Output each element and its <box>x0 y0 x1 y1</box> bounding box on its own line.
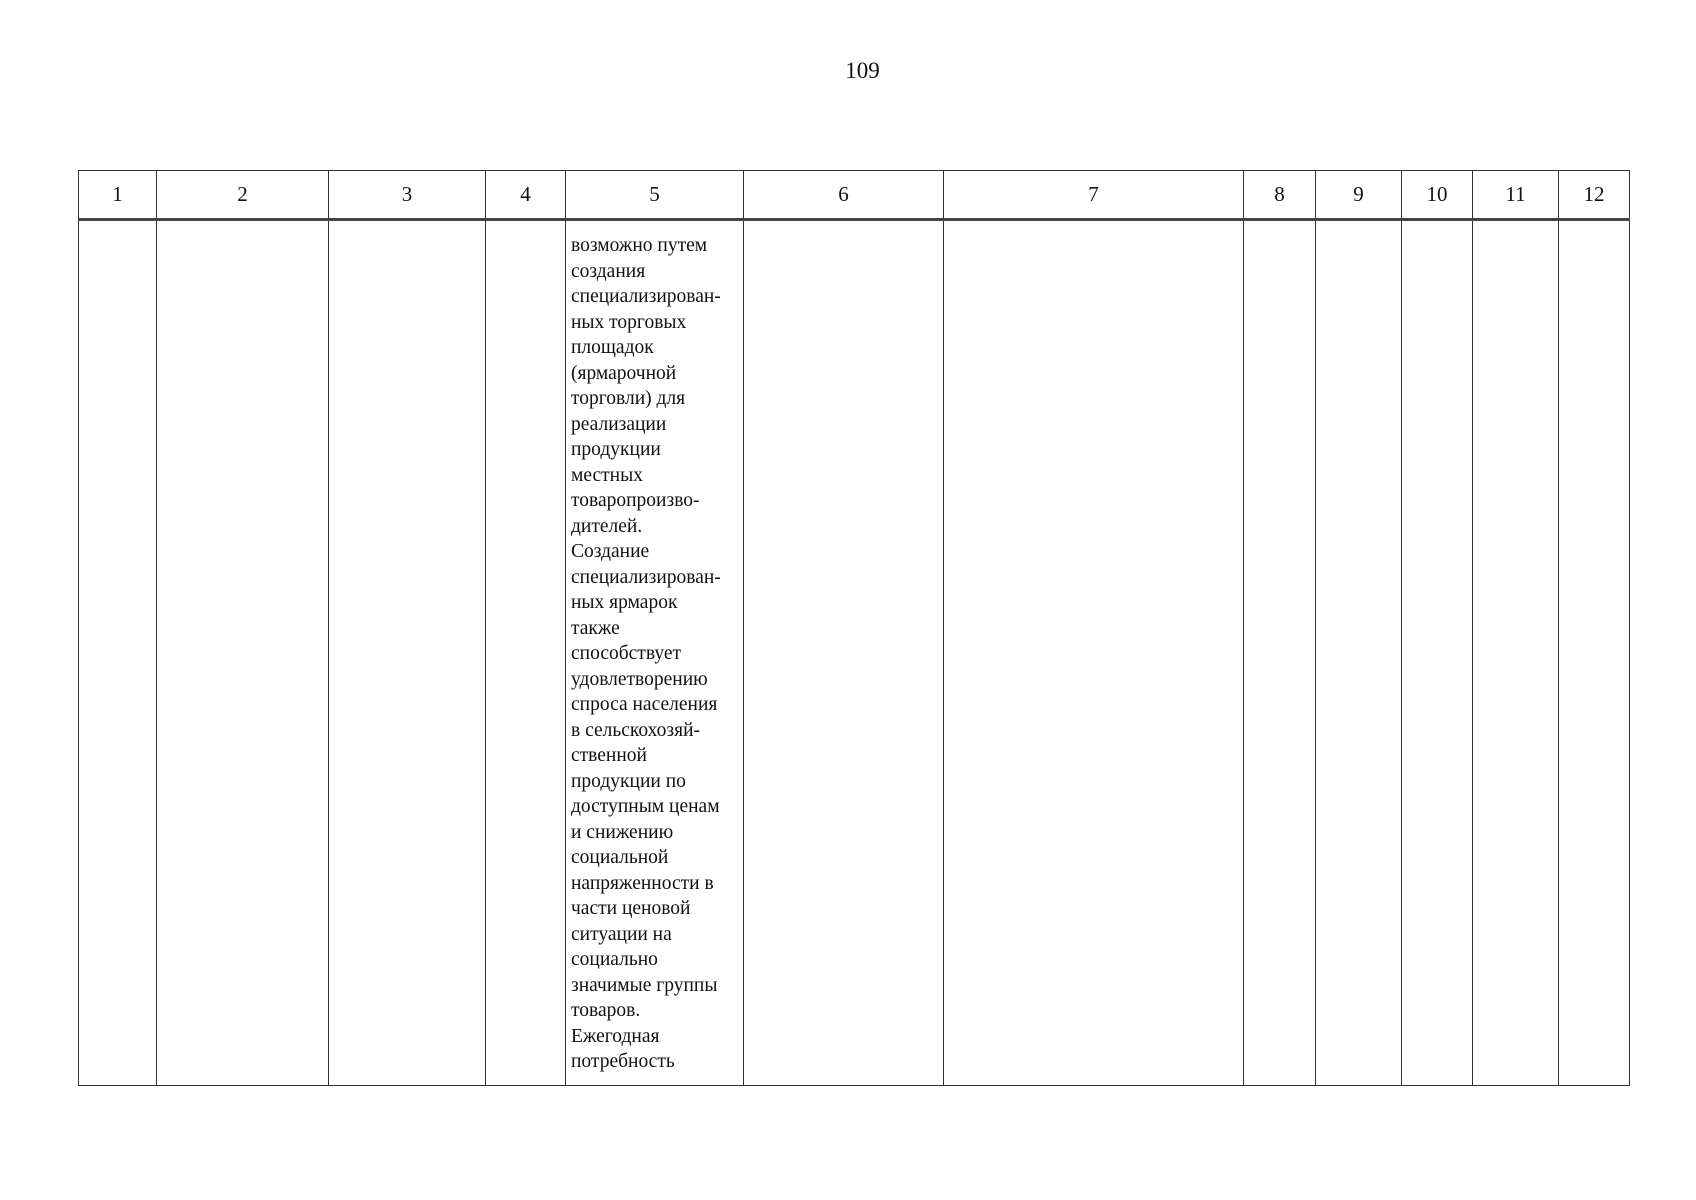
table-cell-9 <box>1316 220 1402 1086</box>
column-header-6: 6 <box>744 171 944 220</box>
column-header-8: 8 <box>1244 171 1316 220</box>
page-number: 109 <box>845 58 880 83</box>
cell-text-4 <box>486 221 565 233</box>
cell-text-5: возможно путем создания специализирован- ных торговых площадок (ярмарочной торговли) для реализации продукции местных товаропроизво- дителей. Создание специализирован- ных ярмарок также способствует удовлетворению спроса населения в сельскохозяй- ственной продукции по доступным ценам и снижению социальной напряженности в части ценовой ситуации на социально значимые группы товаров. Ежегодная потребность <box>571 235 721 1072</box>
table-cell-10 <box>1402 220 1473 1086</box>
table-header-row <box>79 171 1630 220</box>
table-cell-7 <box>944 220 1244 1086</box>
table-row <box>79 220 1630 1086</box>
table-cell-8 <box>1244 220 1316 1086</box>
column-header-1: 1 <box>79 171 157 220</box>
cell-text-8 <box>1244 221 1315 233</box>
table-cell-2 <box>157 220 329 1086</box>
cell-text-7 <box>944 221 1243 233</box>
table-cell-11 <box>1473 220 1559 1086</box>
column-header-3: 3 <box>329 171 486 220</box>
column-header-10: 10 <box>1402 171 1473 220</box>
column-header-11: 11 <box>1473 171 1559 220</box>
cell-text-3 <box>329 221 485 233</box>
table-cell-5 <box>566 220 744 1086</box>
column-header-9: 9 <box>1316 171 1402 220</box>
table-cell-3 <box>329 220 486 1086</box>
cell-text-11 <box>1473 221 1558 233</box>
cell-text-12 <box>1559 221 1629 233</box>
cell-text-1 <box>79 221 156 233</box>
cell-text-10 <box>1402 221 1472 233</box>
table-cell-1 <box>79 220 157 1086</box>
column-header-5: 5 <box>566 171 744 220</box>
column-header-2: 2 <box>157 171 329 220</box>
cell-text-9 <box>1316 221 1401 233</box>
table-cell-6 <box>744 220 944 1086</box>
cell-text-2 <box>157 221 328 233</box>
data-table <box>78 170 1630 1086</box>
column-header-4: 4 <box>486 171 566 220</box>
column-header-7: 7 <box>944 171 1244 220</box>
table-cell-4 <box>486 220 566 1086</box>
table-cell-12 <box>1559 220 1630 1086</box>
column-header-12: 12 <box>1559 171 1630 220</box>
cell-text-6 <box>744 221 943 233</box>
